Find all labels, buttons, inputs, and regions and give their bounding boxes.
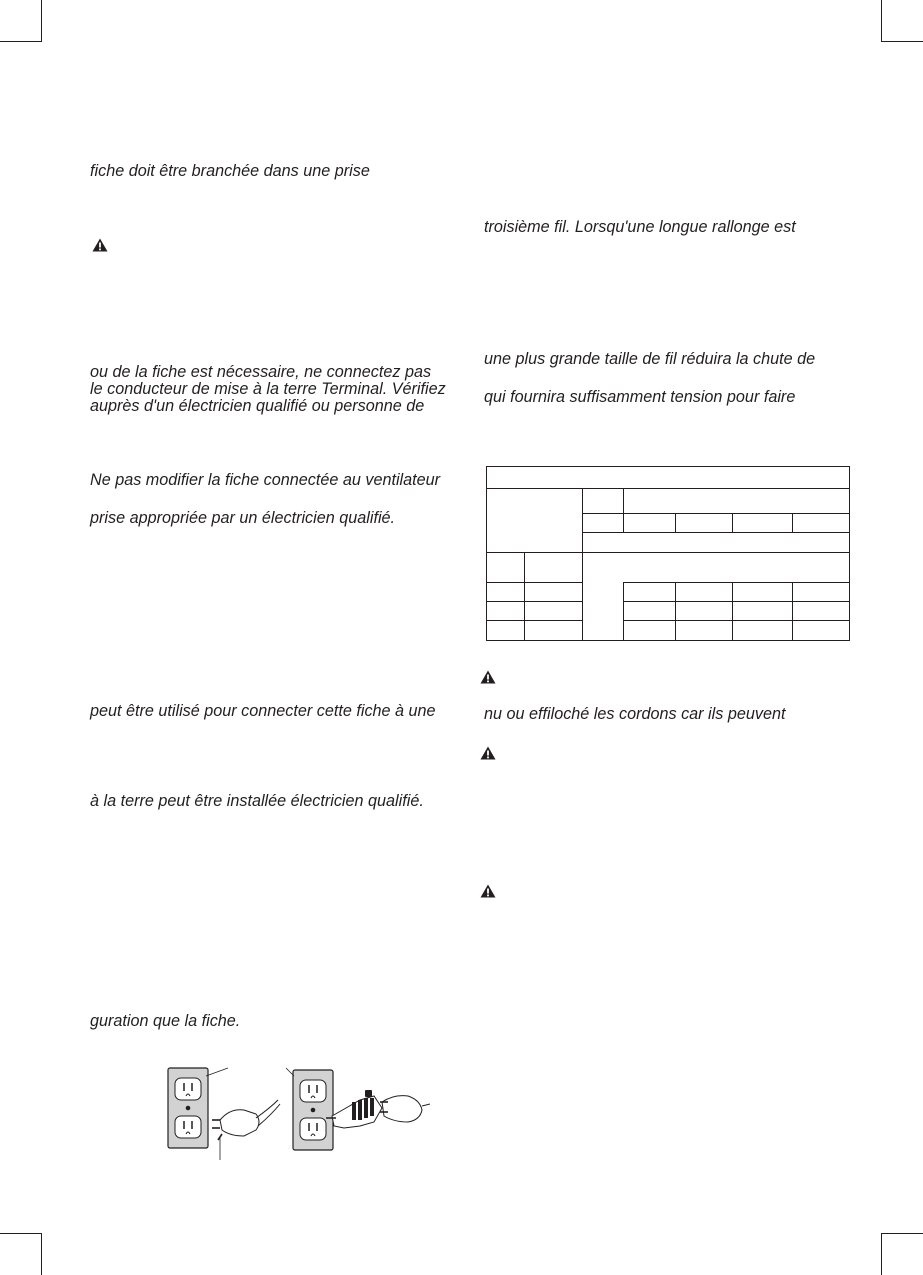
crop-mark	[881, 1233, 882, 1275]
table-border	[486, 466, 487, 641]
plug	[380, 1096, 430, 1122]
table-rule	[524, 552, 525, 641]
table-border	[486, 466, 850, 467]
grounded-outlet	[168, 1068, 208, 1148]
crop-mark	[881, 1233, 923, 1234]
adapter-outlet	[293, 1070, 333, 1150]
table-rule	[486, 552, 850, 553]
table-rule	[582, 488, 583, 641]
crop-mark	[0, 41, 42, 42]
crop-mark	[41, 0, 42, 42]
crop-mark	[881, 0, 882, 42]
right-text-line: une plus grande taille de fil réduira la chute de	[484, 350, 816, 368]
left-text-line: à la terre peut être installée électricien qualifié.	[90, 792, 424, 810]
table-border	[486, 640, 850, 641]
table-rule	[582, 532, 850, 533]
crop-mark	[881, 41, 923, 42]
table-rule	[623, 620, 850, 621]
grounding-adapter	[326, 1090, 382, 1128]
table-rule	[486, 601, 582, 602]
table-rule	[486, 488, 850, 489]
warning-triangle-icon	[480, 884, 496, 898]
crop-mark	[0, 1233, 42, 1234]
table-rule	[623, 582, 850, 583]
table-border	[849, 466, 850, 641]
left-text-line: le conducteur de mise à la terre Terminal. Vérifiez	[90, 380, 446, 398]
table-rule	[792, 582, 793, 641]
extension-cord-table	[486, 466, 850, 641]
table-rule	[623, 488, 624, 532]
left-text-line: prise appropriée par un électricien qualifié.	[90, 509, 396, 527]
crop-mark	[41, 1233, 42, 1275]
table-rule	[486, 582, 582, 583]
left-text-line: fiche doit être branchée dans une prise	[90, 162, 370, 180]
table-rule	[732, 582, 733, 641]
left-text-line: guration que la fiche.	[90, 1012, 241, 1030]
left-text-line: auprès d'un électricien qualifié ou personne de	[90, 397, 425, 415]
right-text-line: nu ou effiloché les cordons car ils peuvent	[484, 705, 786, 723]
table-rule	[486, 620, 582, 621]
table-rule	[675, 582, 676, 641]
grounding-plug-illustration	[160, 1060, 430, 1160]
warning-triangle-icon	[92, 238, 108, 252]
table-rule	[623, 601, 850, 602]
table-rule	[623, 582, 624, 641]
left-text-line: peut être utilisé pour connecter cette fiche à une	[90, 702, 436, 720]
three-prong-plug	[212, 1100, 280, 1140]
table-rule	[675, 513, 676, 532]
right-text-line: qui fournira suffisamment tension pour faire	[484, 388, 796, 406]
warning-triangle-icon	[480, 746, 496, 760]
left-text-line: Ne pas modifier la fiche connectée au ventilateur	[90, 471, 441, 489]
left-text-line: ou de la fiche est nécessaire, ne connectez pas	[90, 363, 432, 381]
right-text-line: troisième fil. Lorsqu'une longue rallonge est	[484, 218, 796, 236]
table-rule	[792, 513, 793, 532]
warning-triangle-icon	[480, 670, 496, 684]
table-rule	[732, 513, 733, 532]
